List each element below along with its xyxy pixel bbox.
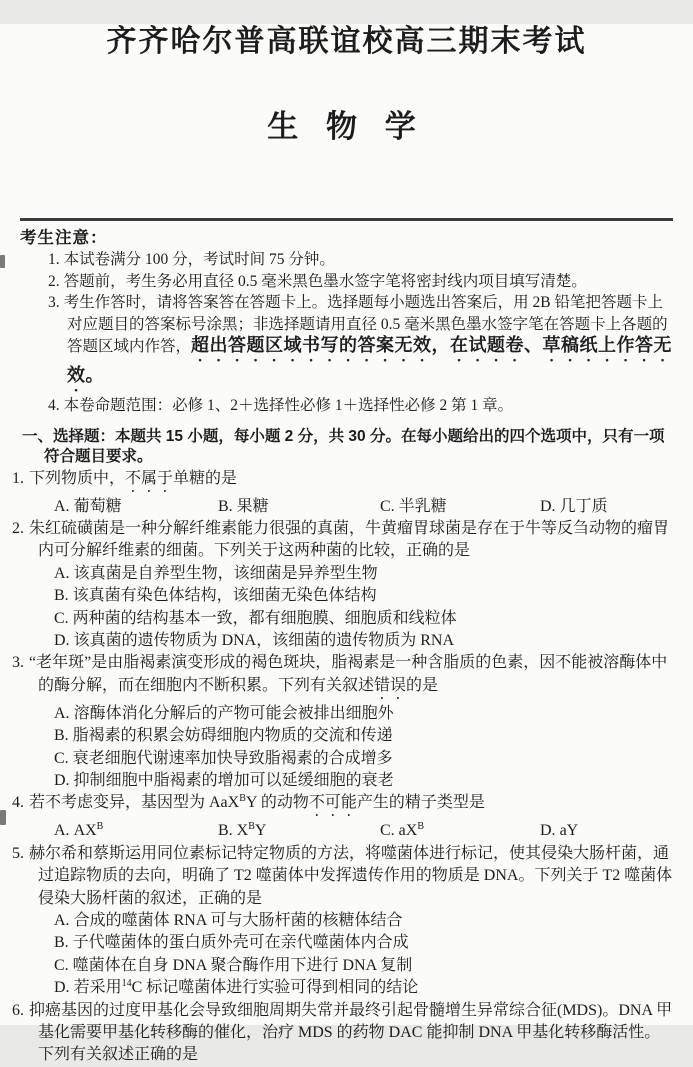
scan-artifact: [0, 255, 5, 268]
option-label: D.: [540, 822, 556, 840]
question-4-stem: [12, 792, 675, 820]
option-text: 噬菌体在自身 DNA 聚合酶作用下进行 DNA 复制: [72, 956, 413, 974]
question-2: [12, 518, 675, 652]
option-a: [54, 496, 218, 518]
option-label: D.: [54, 771, 70, 789]
option-text: aY: [559, 822, 579, 840]
option-label: A.: [54, 704, 70, 722]
subject-title: 生 物 学: [267, 109, 426, 144]
option-label: B.: [54, 934, 69, 952]
question-number: 6.: [12, 1001, 24, 1019]
option-text: 脂褐素的积累会妨碍细胞内物质的交流和传递: [72, 727, 393, 745]
question-5: [12, 843, 675, 1000]
question-stem-text: 赫尔希和蔡斯运用同位素标记特定物质的方法，将噬菌体进行标记，使其侵染大肠杆菌，通过追踪物质的去向，明确了 T2 噬菌体中发挥遗传作用的物质是 DNA。下列关于 T2 噬菌体侵染大肠杆菌的叙述，正确的是: [29, 844, 673, 907]
option-text: 该真菌是自养型生物，该细菌是异养型生物: [73, 564, 378, 582]
question-3-options: [12, 703, 675, 793]
notice-item-4: [48, 395, 673, 417]
option-label: B.: [54, 587, 69, 605]
option-text: 衰老细胞代谢速率加快导致脂褐素的合成增多: [72, 749, 393, 767]
notice-item-text: 本试卷满分 100 分，考试时间 75 分钟。: [63, 251, 335, 268]
notice-item-number: 1.: [48, 251, 60, 268]
option-text: 几丁质: [559, 497, 608, 515]
option-c: [380, 820, 540, 842]
question-stem-text: 抑癌基因的过度甲基化会导致细胞周期失常并最终引起骨髓增生异常综合征(MDS)。DNA 甲基化需要甲基化转移酶的催化，治疗 MDS 的药物 DAC 能抑制 DNA 甲基化转移酶活性。下列有关叙述正确的是: [29, 1001, 673, 1064]
question-number: 5.: [12, 844, 24, 862]
question-2-stem: [12, 518, 675, 563]
option-b: [12, 725, 675, 747]
question-5-stem: [12, 843, 675, 910]
question-number: 2.: [12, 519, 24, 537]
option-text: 果糖: [236, 497, 269, 515]
option-d: [540, 496, 675, 518]
notice-item-2: [48, 271, 673, 293]
question-2-options: [12, 563, 675, 653]
option-label: A.: [54, 497, 70, 515]
option-label: A.: [54, 912, 70, 929]
option-c: [12, 748, 675, 770]
exam-title: 齐齐哈尔普高联谊校高三期末考试: [106, 25, 587, 58]
option-text: 子代噬菌体的蛋白质外壳可在亲代噬菌体内合成: [72, 934, 409, 952]
notice-item-text: 答题前，考生务必用直径 0.5 毫米黑色墨水签字笔将密封线内项目填写清楚。: [63, 272, 587, 290]
scan-artifact: [0, 810, 6, 825]
question-4: [12, 792, 675, 842]
option-label: C.: [380, 822, 395, 840]
section-1-heading: 一、选择题：本题共 15 小题，每小题 2 分，共 30 分。在每小题给出的四个选项中，只有一项符合题目要求。: [22, 427, 665, 465]
option-a: [12, 563, 675, 585]
question-stem-text: 若不考虑变异，基因型为 AaX$^B$Y 的动物不可能产生的精子类型是: [29, 793, 485, 812]
candidate-notice-section: [0, 227, 673, 417]
option-label: A.: [54, 564, 70, 582]
option-text: 半乳糖: [398, 497, 447, 515]
option-d: [540, 820, 675, 842]
notice-item-text: 考生作答时，请将答案答在答题卡上。选择题每小题选出答案后，用 2B 铅笔把答题卡上对应题目的答案标号涂黑；非选择题请用直径 0.5 毫米黑色墨水签字笔在答题卡上各题的答题区域内作答，超出答题区域书写的答案无效，在试题卷、草稿纸上作答无效。: [63, 294, 673, 385]
question-number: 1.: [12, 469, 24, 487]
option-label: B.: [218, 822, 233, 840]
option-d: [12, 770, 675, 792]
notice-item-1: [48, 249, 673, 271]
option-label: A.: [54, 822, 70, 840]
question-1-stem: [12, 468, 675, 496]
option-label: C.: [380, 497, 395, 515]
option-a: [12, 703, 675, 725]
notice-item-3: [48, 292, 673, 395]
question-3-stem: [12, 652, 675, 702]
question-3: [12, 652, 675, 792]
option-text: 若采用$^{14}$C 标记噬菌体进行实验可得到相同的结论: [73, 978, 419, 997]
question-number: 4.: [12, 794, 24, 812]
question-stem-text: 朱红硫磺菌是一种分解纤维素能力很强的真菌，牛黄瘤胃球菌是存在于牛等反刍动物的瘤胃内可分解纤维素的细菌。下列关于这两种菌的比较，正确的是: [29, 519, 670, 560]
option-text: 该真菌的遗传物质为 DNA，该细菌的遗传物质为 RNA: [73, 631, 455, 649]
option-text: $X^BY$: [236, 821, 267, 840]
notice-item-text: 本卷命题范围：必修 1、2＋选择性必修 1＋选择性必修 2 第 1 章。: [63, 397, 514, 414]
question-6: [12, 1000, 675, 1067]
option-label: B.: [54, 727, 69, 745]
notice-item-number: 3.: [48, 294, 60, 311]
question-5-options: [12, 910, 675, 1000]
option-text: 合成的噬菌体 RNA 可与大肠杆菌的核糖体结合: [73, 912, 403, 929]
option-b: [218, 820, 380, 842]
question-stem-text: 下列物质中，不属于单糖的是: [29, 469, 238, 487]
notice-item-number: 2.: [48, 272, 60, 290]
option-label: C.: [54, 956, 69, 974]
option-b: [12, 585, 675, 607]
question-number: 3.: [12, 654, 24, 672]
option-label: C.: [54, 609, 69, 627]
notice-item-number: 4.: [48, 397, 60, 414]
option-c: [380, 496, 540, 518]
option-text: 溶酶体消化分解后的产物可能会被排出细胞外: [73, 704, 394, 722]
option-a: [54, 820, 218, 842]
option-label: D.: [540, 497, 556, 515]
option-text: $AX^B$: [73, 821, 104, 840]
option-c: [12, 608, 675, 630]
option-b: [218, 496, 380, 518]
option-label: D.: [54, 631, 70, 649]
option-c: [12, 955, 675, 977]
question-6-stem: [12, 1000, 675, 1067]
header-divider: [20, 218, 673, 221]
notice-heading: 考生注意：: [20, 229, 108, 247]
option-label: B.: [218, 497, 233, 515]
option-text: 两种菌的结构基本一致，都有细胞膜、细胞质和线粒体: [72, 609, 457, 627]
option-text: 抑制细胞中脂褐素的增加可以延缓细胞的衰老: [73, 771, 394, 789]
option-text: $aX^B$: [398, 821, 424, 840]
option-b: [12, 932, 675, 954]
question-1: [12, 468, 675, 518]
exam-paper-page: [0, 24, 693, 1064]
option-d: [12, 630, 675, 652]
option-text: 葡萄糖: [73, 497, 122, 515]
option-text: 该真菌有染色体结构，该细菌无染色体结构: [72, 587, 377, 605]
option-d: [12, 977, 675, 999]
option-label: D.: [54, 979, 70, 997]
question-1-options: [12, 496, 675, 518]
option-a: [12, 910, 675, 932]
option-label: C.: [54, 749, 69, 767]
question-stem-text: “老年斑”是由脂褐素演变形成的褐色斑块，脂褐素是一种含脂质的色素，因不能被溶酶体中的酶分解，而在细胞内不断积累。下列有关叙述错误的是: [29, 654, 668, 694]
question-4-options: [12, 820, 675, 842]
